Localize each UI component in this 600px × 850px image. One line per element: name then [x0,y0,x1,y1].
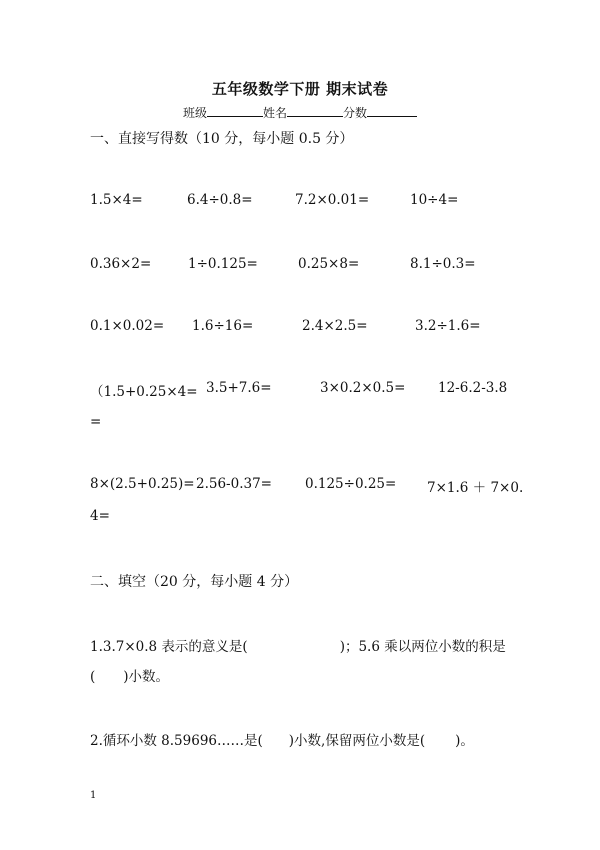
problem: 0.25×8= [298,256,360,272]
problem: 1.5×4= [90,192,143,208]
problem: （1.5+0.25×4= [90,384,198,400]
question-2-text-c: )。 [455,733,474,749]
page-number: 1 [90,790,97,801]
question-1-line-1 [90,635,506,655]
problem: 10÷4= [410,192,459,208]
question-1-text-d: )小数。 [123,669,170,685]
question-1-line-2 [90,665,169,685]
question-1-text-c: ( [90,669,96,685]
problem: 3.2÷1.6= [415,318,481,334]
question-2-text-a: 2.循环小数 8.59696……是( [90,733,263,749]
problem: 0.1×0.02= [90,318,165,334]
class-label: 班级 [182,106,207,120]
problem-wrap: = [90,414,102,430]
problem: 2.56-0.37= [196,476,272,492]
score-label: 分数 [343,106,368,120]
score-blank[interactable] [367,105,417,117]
question-1-text-b: )；5.6 乘以两位小数的积是 [339,639,506,655]
question-2 [90,729,474,749]
problem: 2.4×2.5= [302,318,368,334]
problem: 3.5+7.6= [206,380,272,396]
section2-heading: 二、填空（20 分，每小题 4 分） [90,574,299,590]
class-blank[interactable] [207,105,263,117]
exam-title: 五年级数学下册 期末试卷 [211,80,389,98]
problem: 12-6.2-3.8 [438,380,508,396]
name-blank[interactable] [287,105,343,117]
problem: 7.2×0.01= [295,192,370,208]
student-info-line [0,104,600,121]
name-label: 姓名 [262,106,287,120]
question-2-text-b: )小数,保留两位小数是( [288,733,426,749]
problem: 8.1÷0.3= [410,256,476,272]
problem: 0.36×2= [90,256,152,272]
problem: 1÷0.125= [188,256,258,272]
problem: 7×1.6 ＋ 7×0. [427,480,524,496]
question-1-text-a: 1.3.7×0.8 表示的意义是( [90,639,248,655]
section1-heading: 一、直接写得数（10 分，每小题 0.5 分） [90,131,354,147]
problem: 8×(2.5+0.25)= [90,476,195,492]
problem: 0.125÷0.25= [305,476,397,492]
problem-wrap: 4= [90,508,110,524]
problem: 1.6÷16= [192,318,254,334]
problem: 6.4÷0.8= [187,192,253,208]
problem: 3×0.2×0.5= [320,380,406,396]
